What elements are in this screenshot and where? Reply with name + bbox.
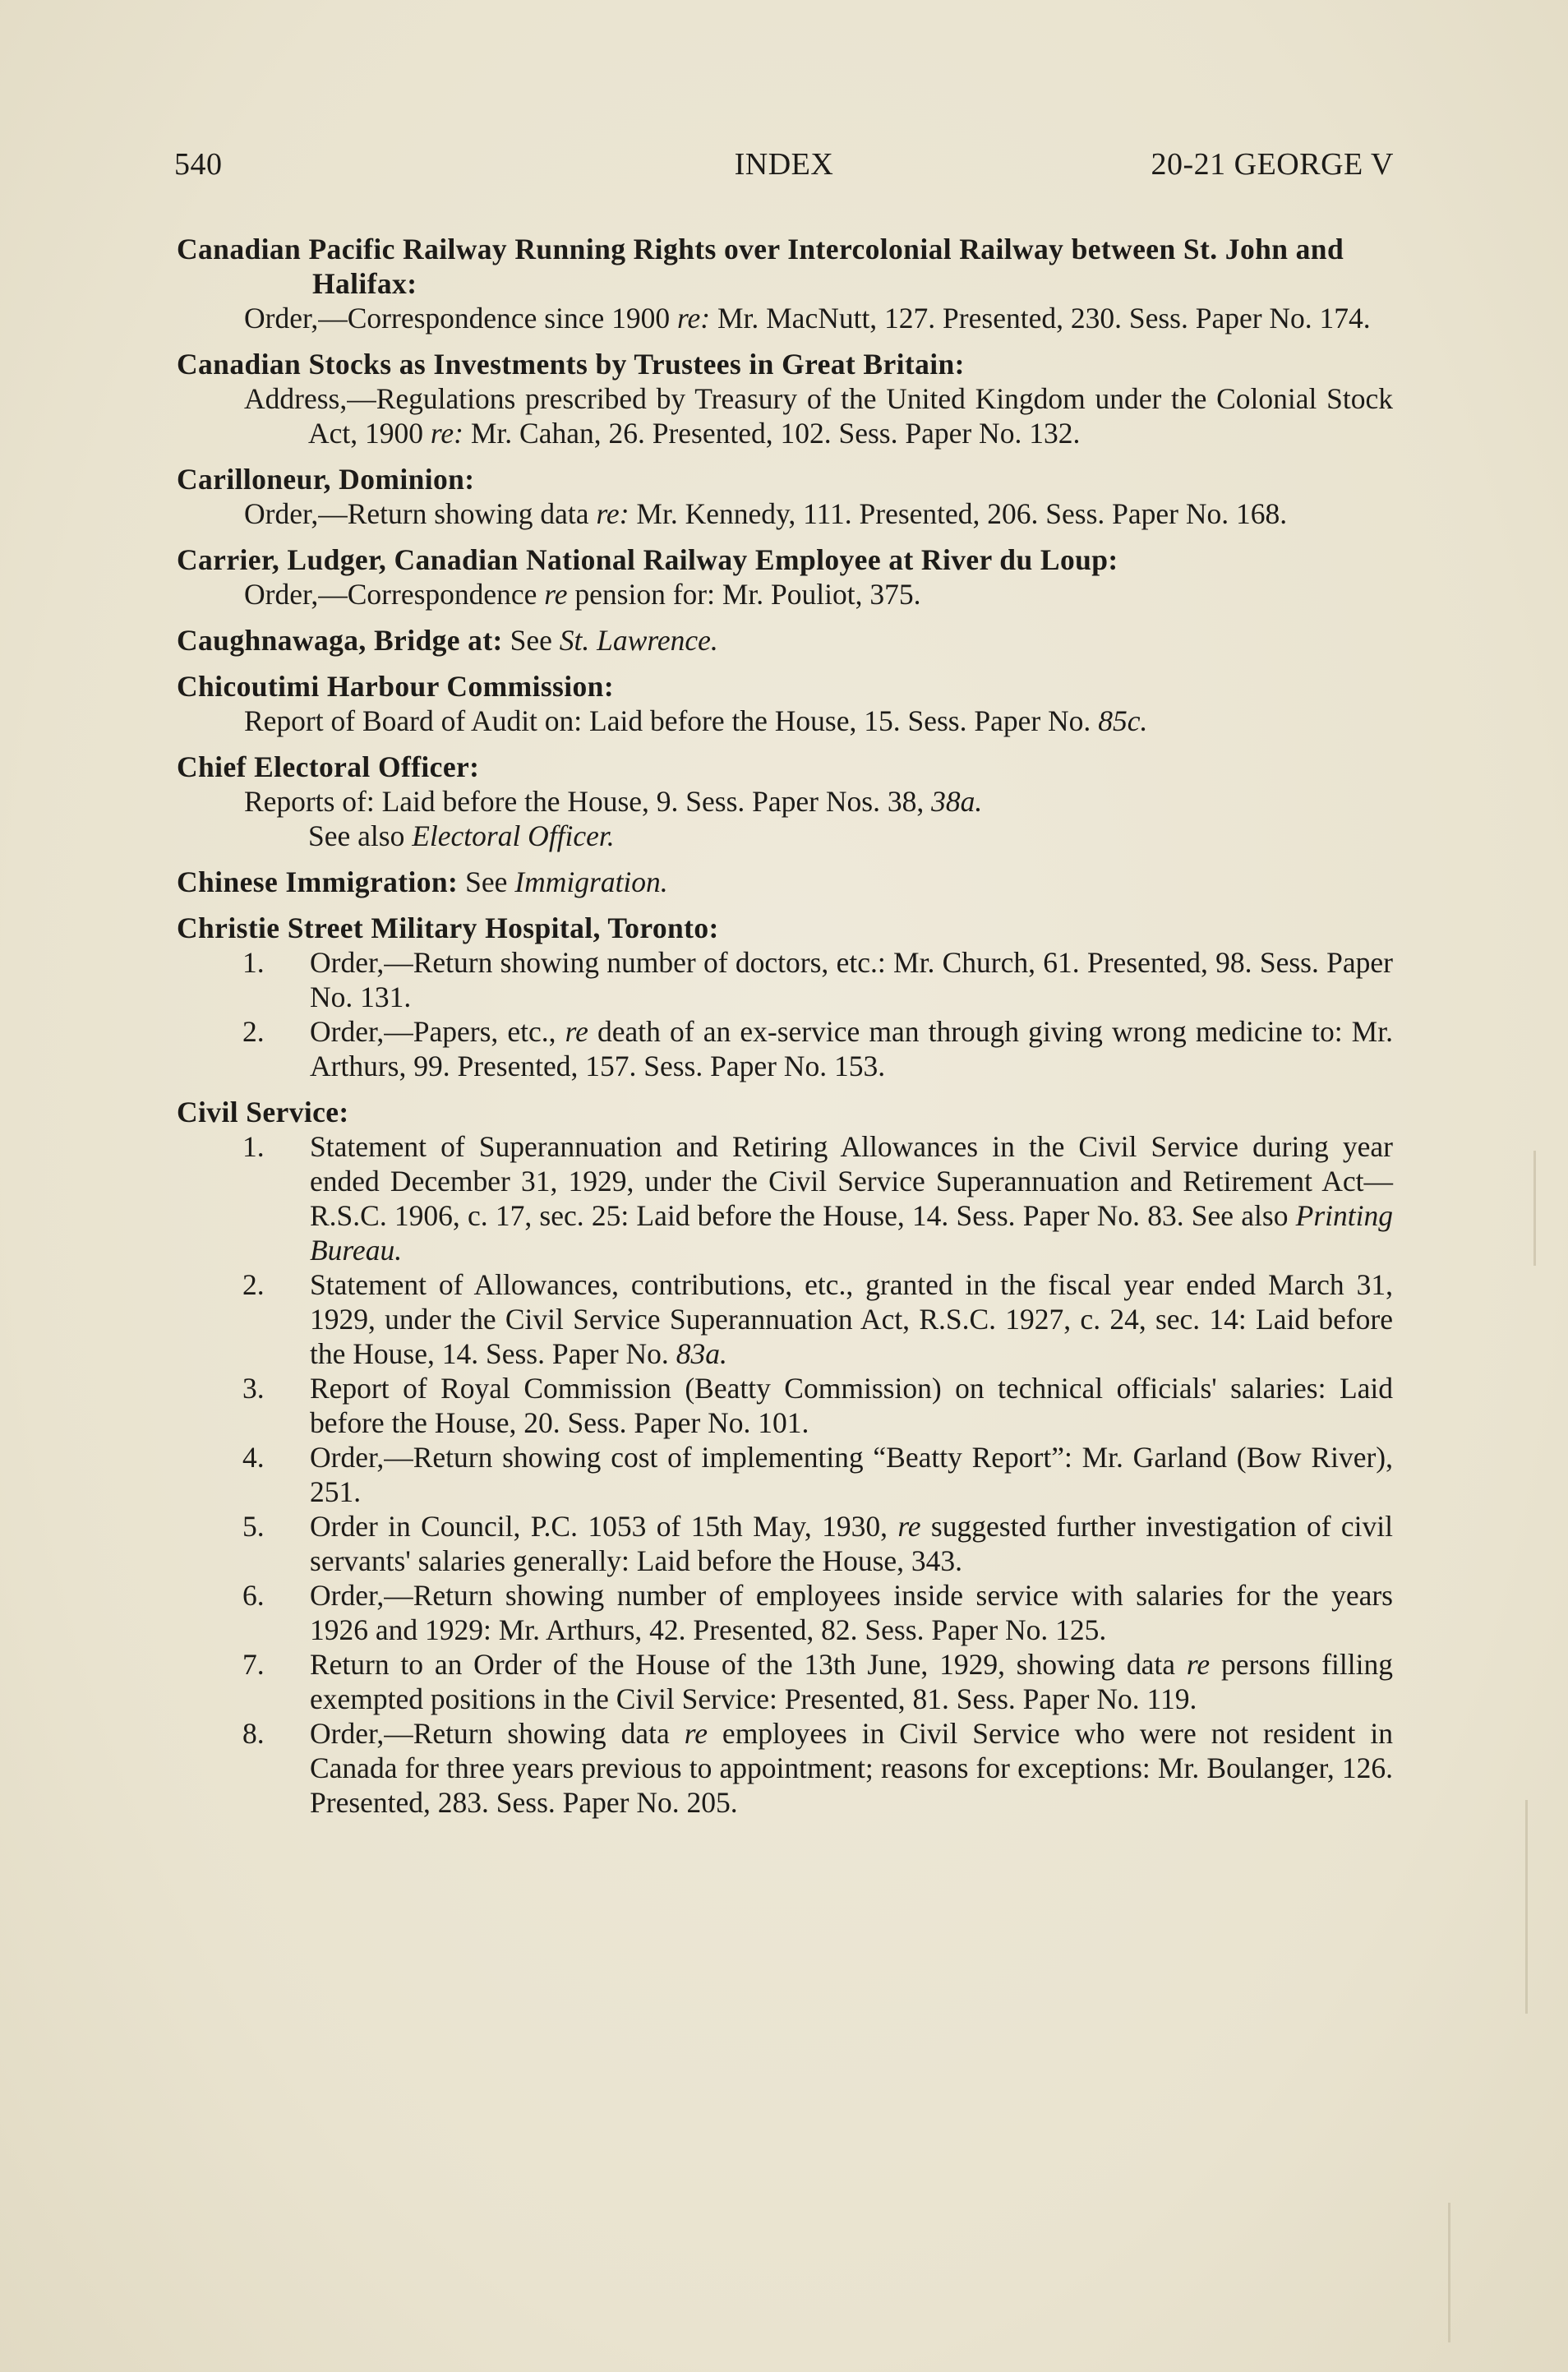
page-number: 540 [174, 147, 223, 182]
item-number: 8. [242, 1717, 265, 1750]
item-number: 6. [242, 1579, 265, 1612]
entry-body: Address,—Regulations prescribed by Treasury of the United Kingdom under the Colonial Stock Act, 1900 re: Mr. Cahan, 26. Presented, 102. Sess. Paper No. 132. [244, 382, 1393, 450]
entry-body: Report of Board of Audit on: Laid before the House, 15. Sess. Paper No. 85c. [244, 704, 1148, 737]
entry-body: Order,—Return showing data re: Mr. Kennedy, 111. Presented, 206. Sess. Paper No. 168. [244, 497, 1288, 530]
item-text: Order,—Return showing cost of implementing “Beatty Report”: Mr. Garland (Bow River), 251. [310, 1441, 1393, 1508]
list-item [177, 1647, 1393, 1716]
item-number: 2. [242, 1015, 265, 1048]
see-reference: See Immigration. [458, 865, 668, 898]
index-entry [177, 462, 1393, 531]
numbered-list [177, 945, 1393, 1083]
entry-heading: Carilloneur, Dominion: [177, 463, 475, 496]
index-entry [177, 542, 1393, 611]
entry-heading: Chinese Immigration: See Immigration. [177, 865, 668, 898]
item-text: Order,—Papers, etc., re death of an ex-service man through giving wrong medicine to: Mr. Arthurs, 99. Presented, 157. Sess. Paper No. 153. [310, 1015, 1393, 1082]
see-also-reference: See also Electoral Officer. [308, 819, 615, 852]
running-title: INDEX [734, 147, 834, 182]
index-entry [177, 865, 1393, 899]
entry-heading: Caughnawaga, Bridge at: See St. Lawrence. [177, 624, 718, 657]
item-text: Statement of Superannuation and Retiring Allowances in the Civil Service during year ended December 31, 1929, under the Civil Service Superannuation and Retirement Act—R.S.C. 1906, c. 17, sec. 25: Laid before the House, 14. Sess. Paper No. 83. See also Printing Bureau. [310, 1130, 1393, 1267]
item-text: Order,—Return showing number of employees inside service with salaries for the years 1926 and 1929: Mr. Arthurs, 42. Presented, 82. Sess. Paper No. 125. [310, 1579, 1393, 1646]
item-text: Report of Royal Commission (Beatty Commission) on technical officials' salaries: Laid before the House, 20. Sess. Paper No. 101. [310, 1372, 1393, 1439]
index-entry [177, 623, 1393, 658]
list-item [177, 1509, 1393, 1578]
entry-heading: Canadian Pacific Railway Running Rights over Intercolonial Railway between St. John and Halifax: [177, 233, 1344, 300]
page-edge-mark [1533, 1151, 1536, 1266]
item-number: 1. [242, 1130, 265, 1163]
item-text: Order,—Return showing number of doctors, etc.: Mr. Church, 61. Presented, 98. Sess. Paper No. 131. [310, 946, 1393, 1013]
list-item [177, 1716, 1393, 1820]
entry-body: Order,—Correspondence re pension for: Mr. Pouliot, 375. [244, 578, 921, 611]
entry-heading: Canadian Stocks as Investments by Trustees in Great Britain: [177, 348, 965, 381]
index-entry [177, 232, 1393, 335]
list-item [177, 1129, 1393, 1267]
list-item [177, 945, 1393, 1014]
page-edge-mark [1525, 1800, 1528, 2014]
item-number: 3. [242, 1372, 265, 1405]
page-edge-mark [1448, 2203, 1450, 2342]
session-label: 20-21 GEORGE V [1151, 147, 1394, 182]
item-text: Order in Council, P.C. 1053 of 15th May, 1930, re suggested further investigation of civil servants' salaries generally: Laid before the House, 343. [310, 1510, 1393, 1577]
list-item [177, 1578, 1393, 1647]
index-entry [177, 1095, 1393, 1820]
entry-body: Reports of: Laid before the House, 9. Sess. Paper Nos. 38, 38a. See also Electoral Officer. [244, 785, 983, 852]
entry-body: Order,—Correspondence since 1900 re: Mr. MacNutt, 127. Presented, 230. Sess. Paper No. 174. [244, 302, 1371, 335]
index-entry [177, 750, 1393, 853]
entry-heading: Christie Street Military Hospital, Toronto: [177, 911, 719, 944]
item-text: Order,—Return showing data re employees in Civil Service who were not resident in Canada for three years previous to appointment; reasons for exceptions: Mr. Boulanger, 126. Presented, 283. Sess. Paper No. 205. [310, 1717, 1393, 1819]
entry-heading: Carrier, Ludger, Canadian National Railway Employee at River du Loup: [177, 543, 1118, 576]
entry-heading: Civil Service: [177, 1096, 349, 1128]
item-text: Return to an Order of the House of the 13th June, 1929, showing data re persons filling exempted positions in the Civil Service: Presented, 81. Sess. Paper No. 119. [310, 1648, 1393, 1715]
entry-heading: Chicoutimi Harbour Commission: [177, 670, 615, 703]
index-entry [177, 911, 1393, 1083]
see-reference: See St. Lawrence. [502, 624, 718, 657]
list-item [177, 1267, 1393, 1371]
page-header [174, 146, 1394, 192]
index-entry [177, 669, 1393, 738]
list-item [177, 1014, 1393, 1083]
index-content [177, 232, 1393, 1831]
list-item [177, 1371, 1393, 1440]
item-number: 5. [242, 1510, 265, 1543]
list-item [177, 1440, 1393, 1509]
item-number: 4. [242, 1441, 265, 1474]
item-text: Statement of Allowances, contributions, etc., granted in the fiscal year ended March 31, 1929, under the Civil Service Superannuation Act, R.S.C. 1927, c. 24, sec. 14: Laid before the House, 14. Sess. Paper No. 83a. [310, 1268, 1393, 1370]
item-number: 7. [242, 1648, 265, 1681]
numbered-list [177, 1129, 1393, 1820]
item-number: 1. [242, 946, 265, 979]
entry-heading: Chief Electoral Officer: [177, 750, 480, 783]
item-number: 2. [242, 1268, 265, 1301]
index-entry [177, 347, 1393, 450]
